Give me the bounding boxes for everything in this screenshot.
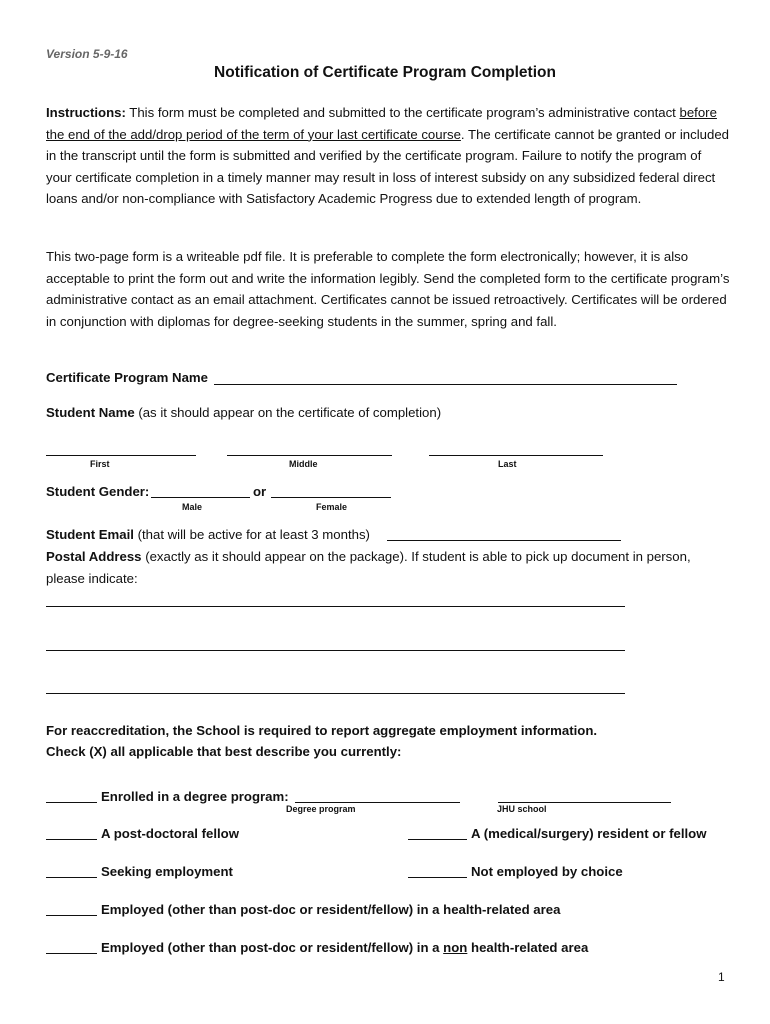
postal-label: Postal Address (46, 549, 142, 564)
middle-name-caption: Middle (289, 459, 318, 469)
not-employed-label: Not employed by choice (471, 864, 623, 879)
instructions-text-1: This form must be completed and submitted to the certificate program’s administrative contact (125, 105, 676, 120)
resident-label: A (medical/surgery) resident or fellow (471, 826, 707, 841)
gender-male-caption: Male (182, 502, 203, 512)
postdoc-label: A post-doctoral fellow (101, 826, 239, 841)
last-name-caption: Last (498, 459, 517, 469)
seeking-label: Seeking employment (101, 864, 233, 879)
student-name-row (46, 402, 441, 424)
form-title: Notification of Certificate Program Completion (214, 64, 556, 81)
gender-female-field[interactable] (271, 497, 391, 498)
version-label: Version 5-9-16 (46, 47, 128, 61)
employed-non-health-checkbox[interactable] (46, 953, 97, 954)
employed-non-health-text-1: Employed (other than post-doc or resident/fellow) in a (101, 940, 444, 955)
postal-address-line-3[interactable] (46, 693, 625, 694)
enrolled-checkbox[interactable] (46, 802, 97, 803)
gender-label: Student Gender: (46, 484, 150, 499)
first-name-caption: First (90, 459, 110, 469)
student-name-label: Student Name (46, 405, 135, 420)
writeable-pdf-paragraph: This two-page form is a writeable pdf file. It is preferable to complete the form electronically; however, it is also acceptable to print the form out and write the information legibly. Send the completed form to the certificate program’s administrative contact as an email attachment. Certificates cannot be issued retroactively. Certificates will be ordered in conjunction with diplomas for degree-seeking students in the summer, spring and fall. (46, 249, 730, 329)
postdoc-checkbox[interactable] (46, 839, 97, 840)
employment-instruction: Check (X) all applicable that best describe you currently: (46, 744, 402, 759)
middle-name-field[interactable] (227, 455, 392, 456)
program-name-label: Certificate Program Name (46, 370, 208, 385)
resident-checkbox[interactable] (408, 839, 467, 840)
postal-note: (exactly as it should appear on the package). If student is able to pick up document in person, (141, 549, 691, 564)
postal-row (46, 546, 736, 568)
jhu-school-caption: JHU school (497, 804, 547, 814)
employment-heading: For reaccreditation, the School is required to report aggregate employment information. (46, 723, 598, 738)
not-employed-checkbox[interactable] (408, 877, 467, 878)
instructions-paragraph (46, 102, 730, 210)
instructions-deadline: before the end of the add/drop period of the term of your last certificate course (46, 105, 717, 142)
degree-program-field[interactable] (295, 802, 460, 803)
degree-program-caption: Degree program (286, 804, 356, 814)
postal-address-line-2[interactable] (46, 650, 625, 651)
employed-health-label: Employed (other than post-doc or resident/fellow) in a health-related area (101, 902, 561, 917)
email-label: Student Email (46, 527, 134, 542)
gender-female-caption: Female (316, 502, 348, 512)
program-name-field[interactable] (214, 384, 677, 385)
employed-non-health-non: non (443, 940, 468, 955)
email-row (46, 524, 370, 546)
employed-non-health-label (101, 937, 588, 959)
first-name-field[interactable] (46, 455, 196, 456)
enrolled-label: Enrolled in a degree program: (101, 789, 289, 804)
instructions-text-2: . The certificate cannot be granted or included in the transcript until the form is submitted and verified by the certificate program. Failure to notify the program of your certificate completion in a timely manner may result in loss of interest subsidy on any subsidized federal direct loans and/or non-compliance with Satisfactory Academic Progress due to extended length of program. (46, 126, 729, 207)
gender-male-field[interactable] (151, 497, 250, 498)
email-field[interactable] (387, 540, 621, 541)
employed-non-health-text-2: health-related area (467, 940, 589, 955)
student-name-note: (as it should appear on the certificate of completion) (134, 405, 442, 420)
last-name-field[interactable] (429, 455, 603, 456)
instructions-label: Instructions: (46, 105, 126, 120)
page-number: 1 (718, 970, 725, 984)
jhu-school-field[interactable] (498, 802, 671, 803)
postal-note-2: please indicate: (46, 571, 138, 586)
gender-or: or (253, 484, 267, 499)
seeking-checkbox[interactable] (46, 877, 97, 878)
postal-address-line-1[interactable] (46, 606, 625, 607)
employed-health-checkbox[interactable] (46, 915, 97, 916)
email-note: (that will be active for at least 3 months) (133, 527, 370, 542)
